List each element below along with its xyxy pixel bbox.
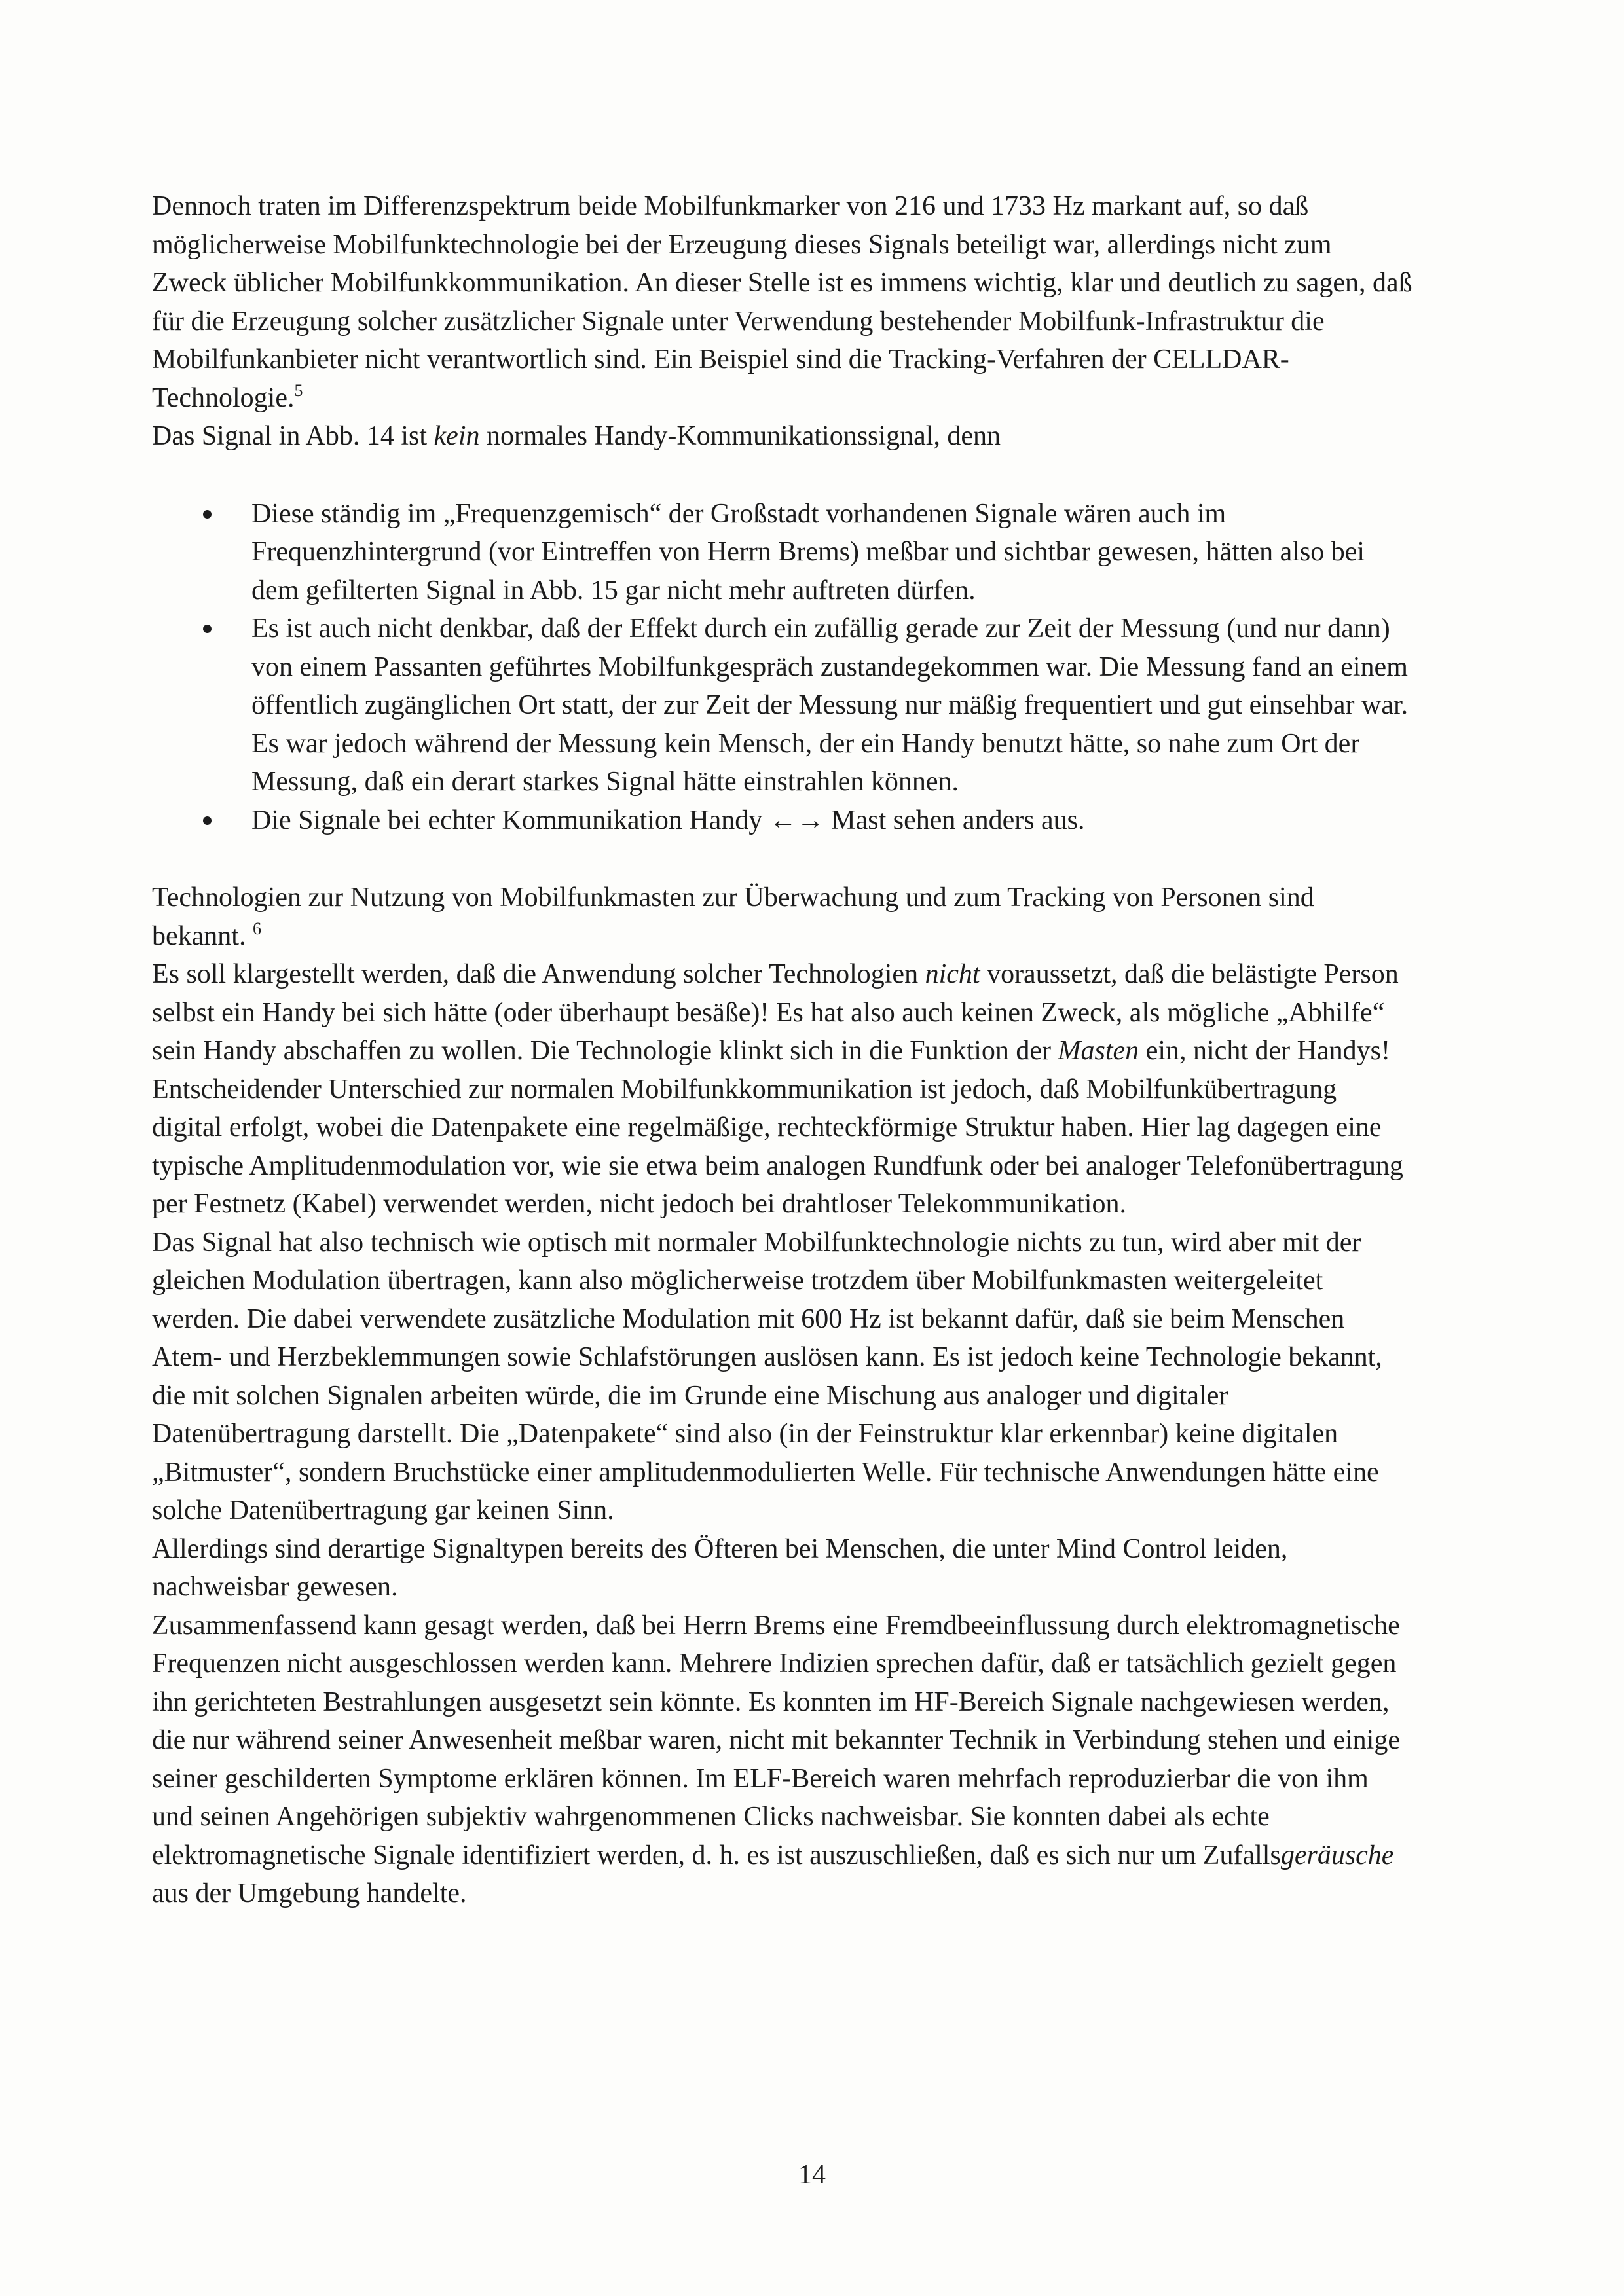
bullet-text: Die Signale bei echter Kommunikation Handy ←→ Mast sehen anders aus. [251, 805, 1085, 835]
body-text [152, 187, 1412, 1913]
bullet-icon [203, 510, 212, 519]
bullet-text: Es ist auch nicht denkbar, daß der Effekt durch ein zufällig gerade zur Zeit der Messung (und nur dann) von einem Passanten geführtes Mobilfunkgespräch zustandegekommen war. Die Messung fand an einem öffentlich zugänglichen Ort statt, der zur Zeit der Messung nur mäßig frequentiert und gut einsehbar war. Es war jedoch während der Messung kein Mensch, der ein Handy benutzt hätte, so nahe zum Ort der Messung, daß ein derart starkes Signal hätte einstrahlen können. [251, 613, 1409, 797]
paragraph-text: voraussetzt, daß die belästigte Person selbst ein Handy bei sich hätte (oder überhaupt besäße)! Es hat also auch keinen Zweck, als mögliche „Abhilfe“ sein Handy abschaffen zu wollen. Die Technologie klinkt sich in die Funktion der [152, 959, 1399, 1066]
paragraph-celldar [152, 187, 1412, 456]
emphasis-kein: kein [434, 421, 480, 451]
spacer [152, 456, 1412, 495]
bullet-item [152, 610, 1412, 801]
paragraph-text: aus der Umgebung handelte. [152, 1878, 467, 1908]
paragraph-text: Das Signal in Abb. 14 ist [152, 421, 434, 451]
bullet-icon [203, 816, 212, 825]
paragraph-modulation: Entscheidender Unterschied zur normalen Mobilfunkkommunikation ist jedoch, daß Mobilfunkübertragung digital erfolgt, wobei die Datenpakete eine regelmäßige, rechteckförmige Struktur haben. Hier lag dagegen eine typische Amplitudenmodulation vor, wie sie etwa beim analogen Rundfunk oder bei analoger Telefonübertragung per Festnetz (Kabel) verwendet werden, nicht jedoch bei drahtloser Telekommunikation. [152, 1074, 1403, 1219]
spacer [152, 839, 1412, 879]
paragraph-tracking [152, 879, 1412, 955]
emphasis-geraeusche: geräusche [1280, 1840, 1394, 1870]
bullet-icon [203, 625, 212, 633]
paragraph-text: Technologien zur Nutzung von Mobilfunkmasten zur Überwachung und zum Tracking von Personen sind bekannt. [152, 883, 1314, 951]
paragraph-summary [152, 1607, 1412, 1913]
footnote-ref-6: 6 [252, 919, 261, 938]
paragraph-text: normales Handy-Kommunikationssignal, denn [479, 421, 1001, 451]
footnote-ref-5: 5 [294, 380, 303, 400]
page-number: 14 [798, 2160, 826, 2190]
paragraph-mind-control: Allerdings sind derartige Signaltypen bereits des Öfteren bei Menschen, die unter Mind Control leiden, nachweisbar gewesen. [152, 1533, 1288, 1602]
paragraph-text: Dennoch traten im Differenzspektrum beide Mobilfunkmarker von 216 und 1733 Hz markant auf, so daß möglicherweise Mobilfunktechnologie bei der Erzeugung dieses Signals beteiligt war, allerdings nicht zum Zweck üblicher Mobilfunkkommunikation. An dieser Stelle ist es immens wichtig, klar und deutlich zu sagen, daß für die Erzeugung solcher zusätzlicher Signale unter Verwendung bestehender Mobilfunk-Infrastruktur die Mobilfunkanbieter nicht verantwortlich sind. Ein Beispiel sind die Tracking-Verfahren der CELLDAR-Technologie. [152, 191, 1412, 413]
paragraph-text: Es soll klargestellt werden, daß die Anwendung solcher Technologien [152, 959, 925, 989]
paragraph-text: Zusammenfassend kann gesagt werden, daß bei Herrn Brems eine Fremdbeeinflussung durch elektromagnetische Frequenzen nicht ausgeschlossen werden kann. Mehrere Indizien sprechen dafür, daß er tatsächlich gezielt gegen ihn gerichteten Bestrahlungen ausgesetzt sein könnte. Es konnten im HF-Bereich Signale nachgewiesen werden, die nur während seiner Anwesenheit meßbar waren, nicht mit bekannter Technik in Verbindung stehen und einige seiner geschilderten Symptome erklären können. Im ELF-Bereich waren mehrfach reproduzierbar die von ihm und seinen Angehörigen subjektiv wahrgenommenen Clicks nachweisbar. Sie konnten dabei als echte elektromagnetische Signale identifiziert werden, d. h. es ist auszuschließen, daß es sich nur um Zufalls [152, 1610, 1400, 1870]
bullet-item [152, 495, 1412, 610]
paragraph-signal: Das Signal hat also technisch wie optisch mit normaler Mobilfunktechnologie nichts zu tun, wird aber mit der gleichen Modulation übertragen, kann also möglicherweise trotzdem über Mobilfunkmasten weitergeleitet werden. Die dabei verwendete zusätzliche Modulation mit 600 Hz ist bekannt dafür, daß sie beim Menschen Atem- und Herzbeklemmungen sowie Schlafstörungen auslösen kann. Es ist jedoch keine Technologie bekannt, die mit solchen Signalen arbeiten würde, die im Grunde eine Mischung aus analoger und digitaler Datenübertragung darstellt. Die „Datenpakete“ sind also (in der Feinstruktur klar erkennbar) keine digitalen „Bitmuster“, sondern Bruchstücke einer amplitudenmodulierten Welle. Für technische Anwendungen hätte eine solche Datenübertragung gar keinen Sinn. [152, 1227, 1382, 1525]
paragraph-text: ein, nicht der Handys! [1139, 1036, 1390, 1066]
paragraph-masten [152, 955, 1412, 1070]
emphasis-nicht: nicht [925, 959, 980, 989]
bullet-text: Diese ständig im „Frequenzgemisch“ der Großstadt vorhandenen Signale wären auch im Frequenzhintergrund (vor Eintreffen von Herrn Brems) meßbar und sichtbar gewesen, hätten also bei dem gefilterten Signal in Abb. 15 gar nicht mehr auftreten dürfen. [251, 498, 1365, 606]
emphasis-masten: Masten [1058, 1036, 1139, 1066]
bullet-item [152, 801, 1412, 840]
bullet-list [152, 495, 1412, 840]
